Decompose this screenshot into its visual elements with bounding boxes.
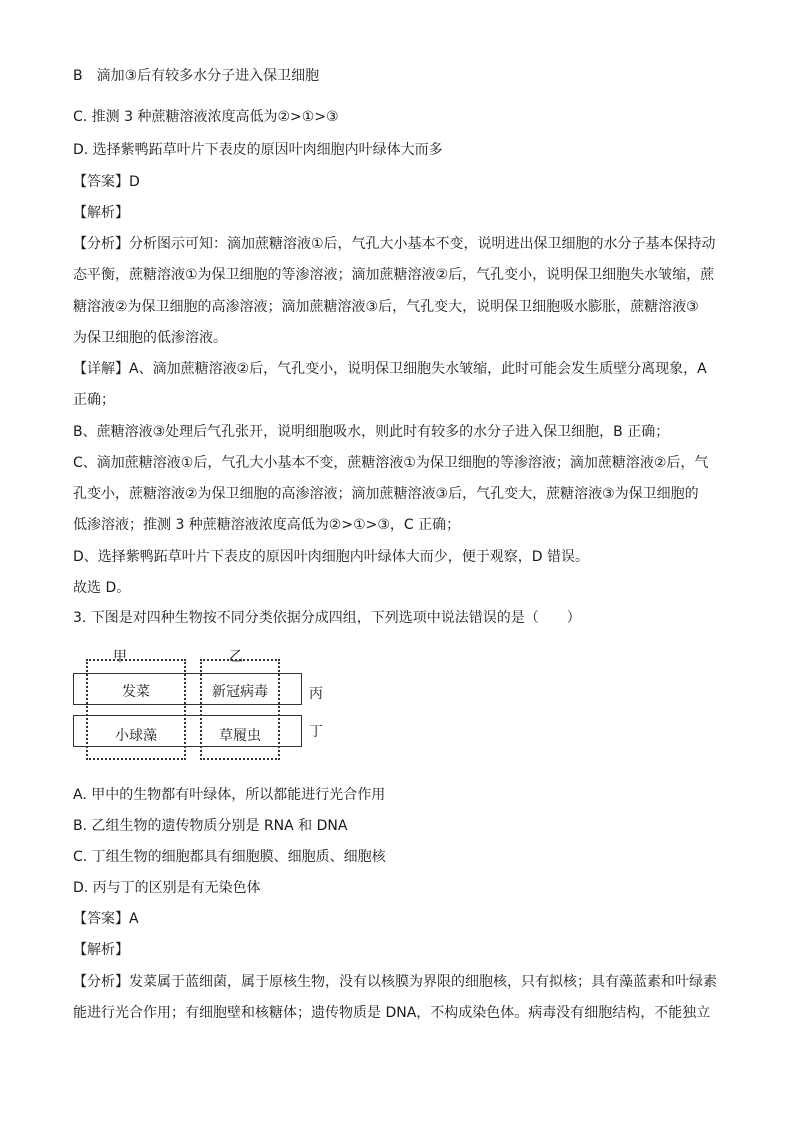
q3-opt-c: C. 丁组生物的细胞都具有细胞膜、细胞质、细胞核 — [73, 849, 386, 865]
analysis-title: 【解析】 — [73, 205, 129, 221]
line-opt-b: B 滴加③后有较多水分子进入保卫细胞 — [73, 68, 320, 84]
xiangjie-line-2: 正确； — [73, 392, 115, 408]
fenxi-line-3: 糖溶液②为保卫细胞的高渗溶液；滴加蔗糖溶液③后，气孔变大，说明保卫细胞吸水膨胀，蔗糖溶液③ — [73, 299, 699, 315]
q3-opt-d: D. 丙与丁的区别是有无染色体 — [73, 880, 261, 896]
cell-facai: 发菜 — [122, 684, 150, 700]
xiangjie-line-1: 【详解】A、滴加蔗糖溶液②后，气孔变小，说明保卫细胞失水皱缩，此时可能会发生质壁分离现象，A — [73, 361, 707, 377]
xiangjie-line-c2: 孔变小，蔗糖溶液②为保卫细胞的高渗溶液；滴加蔗糖溶液③后，气孔变大，蔗糖溶液③为保卫细胞的 — [73, 486, 699, 502]
q3-fenxi-line-1: 【分析】发菜属于蓝细菌，属于原核生物，没有以核膜为界限的细胞核，只有拟核；具有藻蓝素和叶绿素 — [73, 974, 717, 990]
xiangjie-line-c3: 低渗溶液；推测 3 种蔗糖溶液浓度高低为②>①>③，C 正确； — [73, 517, 461, 533]
conclusion-line: 故选 D。 — [73, 580, 131, 596]
xiangjie-line-b: B、蔗糖溶液③处理后气孔张开，说明细胞吸水，则此时有较多的水分子进入保卫细胞，B 正确； — [73, 424, 670, 440]
fenxi-line-4: 为保卫细胞的低渗溶液。 — [73, 330, 227, 346]
fenxi-line-2: 态平衡，蔗糖溶液①为保卫细胞的等渗溶液；滴加蔗糖溶液②后，气孔变小，说明保卫细胞失水皱缩，蔗 — [73, 267, 715, 283]
q3-opt-b: B. 乙组生物的遗传物质分别是 RNA 和 DNA — [73, 818, 348, 834]
classification-diagram — [73, 642, 333, 762]
answer-label: 【答案】D — [73, 174, 140, 190]
group-label-bing: 丙 — [309, 686, 323, 702]
cell-xinguan: 新冠病毒 — [212, 684, 268, 700]
xiangjie-line-c1: C、滴加蔗糖溶液①后，气孔大小基本不变，蔗糖溶液①为保卫细胞的等渗溶液；滴加蔗糖溶液②后，气 — [73, 455, 709, 471]
q3-answer-label: 【答案】A — [73, 911, 139, 927]
q3-stem: 3. 下图是对四种生物按不同分类依据分成四组，下列选项中说法错误的是（ ） — [73, 610, 581, 626]
fenxi-line-1: 【分析】分析图示可知：滴加蔗糖溶液①后，气孔大小基本不变，说明进出保卫细胞的水分子基本保持动 — [73, 236, 716, 252]
group-label-yi: 乙 — [229, 649, 243, 665]
xiangjie-line-d: D、选择紫鸭跖草叶片下表皮的原因叶肉细胞内叶绿体大而少，便于观察，D 错误。 — [73, 549, 590, 565]
q3-analysis-title: 【解析】 — [73, 942, 129, 958]
group-label-ding: 丁 — [309, 724, 323, 740]
cell-xiaoqiuzao: 小球藻 — [115, 728, 157, 744]
cell-caolvchong: 草履虫 — [219, 728, 261, 744]
line-opt-d: D. 选择紫鸭跖草叶片下表皮的原因叶肉细胞内叶绿体大而多 — [73, 142, 443, 158]
line-opt-c: C. 推测 3 种蔗糖溶液浓度高低为②>①>③ — [73, 109, 339, 125]
q3-opt-a: A. 甲中的生物都有叶绿体，所以都能进行光合作用 — [73, 787, 386, 803]
q3-fenxi-line-2: 能进行光合作用；有细胞壁和核糖体；遗传物质是 DNA，不构成染色体。病毒没有细胞结构，不能独立 — [73, 1005, 711, 1021]
group-label-jia: 甲 — [113, 649, 127, 665]
